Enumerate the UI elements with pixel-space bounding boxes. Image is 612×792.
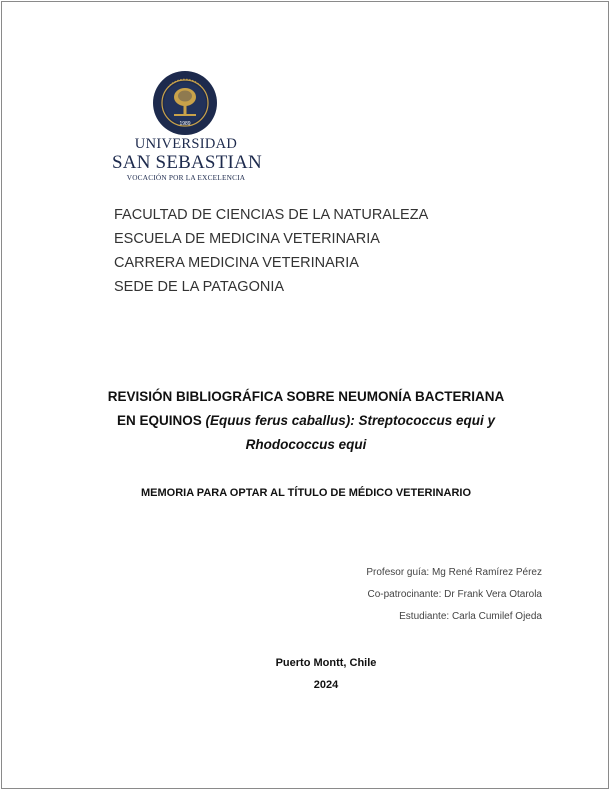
thesis-title [60, 385, 552, 457]
seal-year: 1989 [179, 121, 191, 127]
thesis-subtitle: MEMORIA PARA OPTAR AL TÍTULO DE MÉDICO VETERINARIO [141, 487, 471, 499]
student-credit: Estudiante: Carla Cumilef Ojeda [399, 611, 542, 622]
title-line2-italic: (Equus ferus caballus): Streptococcus equi y [205, 413, 496, 428]
university-motto: VOCACIÓN POR LA EXCELENCIA [126, 173, 246, 182]
advisor-credit: Profesor guía: Mg René Ramírez Pérez [366, 567, 542, 578]
campus-line: SEDE DE LA PATAGONIA [114, 279, 285, 295]
university-name-line1: UNIVERSIDAD [134, 136, 238, 152]
title-line1: REVISIÓN BIBLIOGRÁFICA SOBRE NEUMONÍA BACTERIANA [107, 389, 505, 404]
title-line3-italic: Rhodococcus equi [245, 437, 367, 452]
year-text: 2024 [313, 679, 339, 691]
title-line2-plain: EN EQUINOS [116, 413, 206, 428]
university-name-line2: SAN SEBASTIAN [112, 152, 262, 173]
faculty-block [114, 203, 428, 299]
title-line3 [60, 433, 552, 457]
career-line: CARRERA MEDICINA VETERINARIA [114, 255, 359, 271]
co-sponsor-credit: Co-patrocinante: Dr Frank Vera Otarola [367, 589, 542, 600]
school-line: ESCUELA DE MEDICINA VETERINARIA [114, 231, 380, 247]
title-line2 [60, 409, 552, 433]
place-date-block [60, 652, 592, 696]
university-logo [112, 70, 260, 182]
faculty-line: FACULTAD DE CIENCIAS DE LA NATURALEZA [114, 207, 429, 223]
credits-block [366, 562, 542, 628]
place-text: Puerto Montt, Chile [275, 657, 377, 669]
university-seal-icon [152, 70, 218, 136]
